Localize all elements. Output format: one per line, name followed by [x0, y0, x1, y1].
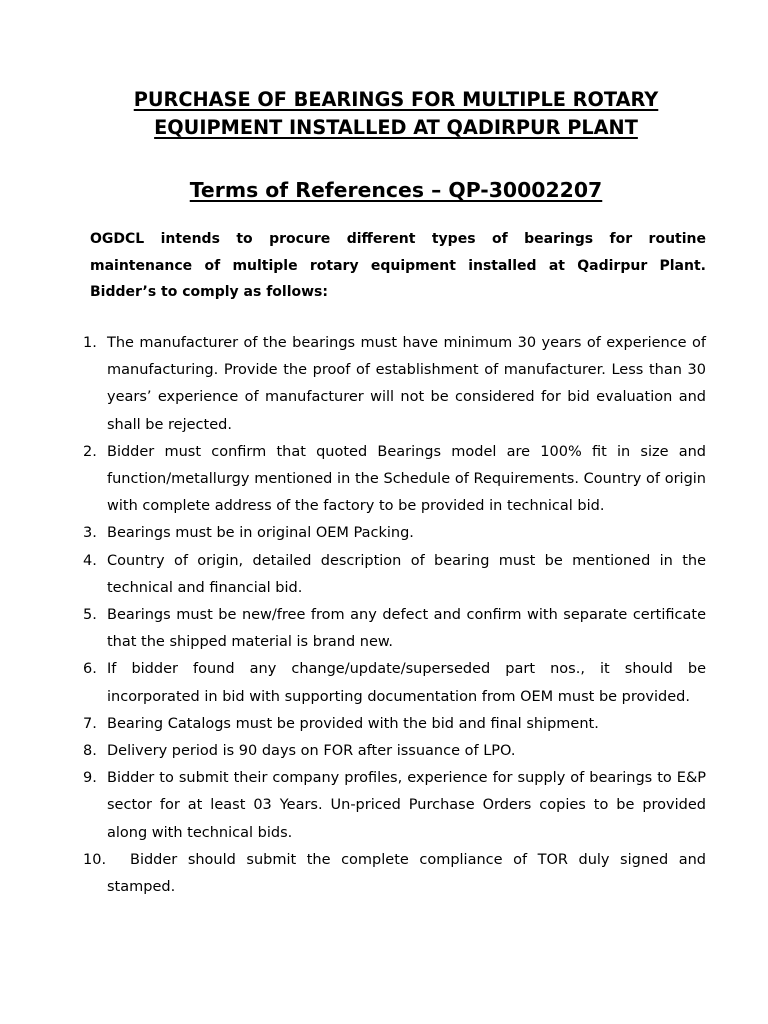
list-item-text: If bidder found any change/update/superseded part nos., it should be incorporated in bid with supporting documentation from OEM must be provided.: [107, 661, 706, 705]
list-item: [0, 656, 768, 710]
list-item-number: 4.: [83, 552, 97, 569]
list-item: [0, 602, 768, 656]
title-line-text: EQUIPMENT INSTALLED AT QADIRPUR PLANT: [154, 116, 638, 139]
title-line: [60, 114, 732, 142]
list-item-number: 2.: [83, 443, 97, 460]
list-item-text: Bearings must be in original OEM Packing.: [107, 525, 414, 542]
list-item: [0, 765, 768, 847]
list-item-text: Delivery period is 90 days on FOR after issuance of LPO.: [107, 743, 516, 760]
list-item-text: Bearings must be new/free from any defect and confirm with separate certificate that the shipped material is brand new.: [107, 607, 706, 651]
list-item-text: Bidder must confirm that quoted Bearings model are 100% fit in size and function/metallurgy mentioned in the Schedule of Requirements. Country of origin with complete address of the factory to be provided in technical bid.: [107, 443, 706, 515]
list-item: [0, 548, 768, 602]
list-item-text: Bidder should submit the complete compliance of TOR duly signed and stamped.: [107, 851, 706, 896]
list-item-number: 9.: [83, 770, 97, 787]
document-title: [60, 86, 732, 142]
list-item-number: 1.: [83, 335, 97, 351]
list-item-number: 5.: [83, 607, 97, 624]
list-item-text: The manufacturer of the bearings must have minimum 30 years of experience of manufacturing. Provide the proof of establishment of manufacturer. Less than 30 years’ experience of manufacturer will not be considered for bid evaluation and shall be rejected.: [107, 335, 706, 433]
tor-heading-text: Terms of References – QP-30002207: [189, 178, 603, 202]
list-item-text: Country of origin, detailed description of bearing must be mentioned in the technical and financial bid.: [107, 552, 706, 596]
list-item-text: Bearing Catalogs must be provided with the bid and final shipment.: [107, 715, 599, 732]
list-item-number: 3.: [83, 525, 97, 542]
list-item: [0, 330, 768, 439]
requirements-list: [0, 330, 768, 901]
list-item: [0, 711, 768, 738]
tor-heading: [60, 175, 732, 205]
list-item: [0, 439, 768, 521]
list-item-number: 7.: [83, 715, 97, 732]
list-item-number: 10.: [83, 851, 107, 868]
list-item: [0, 520, 768, 547]
list-item: [0, 847, 768, 901]
intro-paragraph: OGDCL intends to procure different types of bearings for routine maintenance of multiple rotary equipment installed at Qadirpur Plant. Bidder’s to comply as follows:: [90, 231, 706, 300]
list-item: [0, 738, 768, 765]
list-item-number: 8.: [83, 743, 97, 760]
title-line: [60, 86, 732, 114]
title-line-text: PURCHASE OF BEARINGS FOR MULTIPLE ROTARY: [133, 88, 659, 111]
list-item-text: Bidder to submit their company profiles, experience for supply of bearings to E&P sector for at least 03 Years. Un-priced Purchase Orders copies to be provided along with technical bids.: [107, 770, 706, 841]
list-item-number: 6.: [83, 661, 97, 678]
